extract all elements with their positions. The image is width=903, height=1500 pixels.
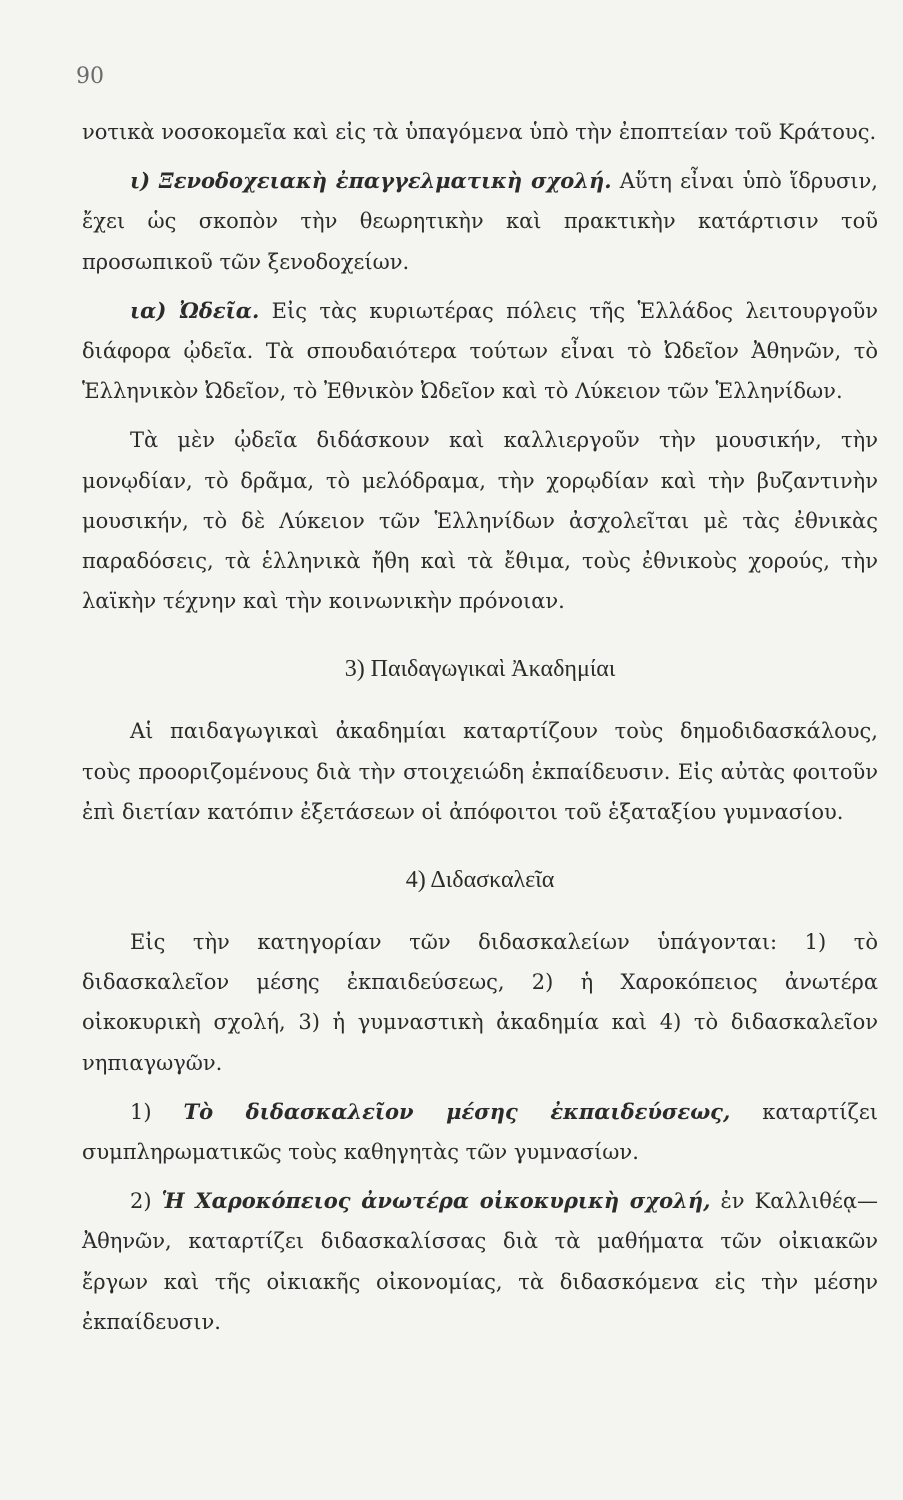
paragraph-text: ἐν Καλλιθέᾳ—Ἀθηνῶν, καταρτίζει διδασκαλίσσας διὰ τὰ μαθήματα τῶν οἰκιακῶν ἔργων καὶ τῆς οἰκιακῆς οἰκονομίας, τὰ διδασκόμενα εἰς τὴν μέσην ἐκπαίδευσιν. [82,1189,879,1334]
heading-pedagogical-academies: 3) Παιδαγωγικαὶ Ἀκαδημίαι [344,656,616,683]
heading-teacher-colleges: 4) Διδασκαλεῖα [405,867,555,894]
paragraph-charokopeios-school [82,1181,878,1342]
paragraph-conservatories-detail: Τὰ μὲν ᾠδεῖα διδάσκουν καὶ καλλιεργοῦν τὴν μουσικήν, τὴν μονῳδίαν, τὸ δρᾶμα, τὸ μελόδραμα, τὴν χορῳδίαν καὶ τὴν βυζαντινὴν μουσικήν, τὸ δὲ Λύκειον τῶν Ἑλληνίδων ἀσχολεῖται μὲ τὰς ἐθνικὰς παραδόσεις, τὰ ἑλληνικὰ ἤθη καὶ τὰ ἔθιμα, τοὺς ἐθνικοὺς χορούς, τὴν λαϊκὴν τέχνην καὶ τὴν κοινωνικὴν πρόνοιαν. [82,428,878,614]
paragraph-teacher-colleges: Εἰς τὴν κατηγορίαν τῶν διδασκαλείων ὑπάγονται: 1) τὸ διδασκαλεῖον μέσης ἐκπαιδεύσεως, 2) ἡ Χαροκόπειος ἀνωτέρα οἰκοκυρικὴ σχολή, 3) ἡ γυμναστικὴ ἀκαδημία καὶ 4) τὸ διδασκαλεῖον νηπιαγωγῶν. [82,930,878,1075]
section-lead-conservatories: ια) Ὠδεῖα. [130,297,260,323]
page-number: 90 [76,64,104,89]
paragraph-text: Εἰς τὰς κυριωτέρας πόλεις τῆς Ἑλλάδος λειτουργοῦν διάφορα ᾠδεῖα. Τὰ σπουδαιότερα τούτων εἶναι τὸ Ὠδεῖον Ἀθηνῶν, τὸ Ἑλληνικὸν Ὠδεῖον, τὸ Ἐθνικὸν Ὠδεῖον καὶ τὸ Λύκειον τῶν Ἑλληνίδων. [82,298,878,404]
section-lead-secondary-teacher-college: Τὸ διδασκαλεῖον μέσης ἐκπαιδεύσεως, [183,1098,731,1124]
paragraph-hotel-school [82,161,878,282]
paragraph-secondary-teacher-college [82,1092,878,1172]
item-number: 1) [130,1099,184,1124]
paragraph-conservatories [82,291,878,412]
page-body [82,112,878,1342]
section-lead-hotel-school: ι) Ξενοδοχειακὴ ἐπαγγελματικὴ σχολή. [130,168,612,194]
paragraph-hospitals-continued: νοτικὰ νοσοκομεῖα καὶ εἰς τὰ ὑπαγόμενα ὑπὸ τὴν ἐποπτείαν τοῦ Κράτους. [82,120,877,144]
paragraph-text: Αὕτη εἶναι ὑπὸ ἵδρυσιν, ἔχει ὡς σκοπὸν τὴν θεωρητικὴν καὶ πρακτικὴν κατάρτισιν τοῦ προσωπικοῦ τῶν ξενοδοχείων. [82,169,878,274]
item-number: 2) [130,1189,162,1214]
paragraph-pedagogical-academies: Αἱ παιδαγωγικαὶ ἀκαδημίαι καταρτίζουν τοὺς δημοδιδασκάλους, τοὺς προοριζομένους διὰ τὴν στοιχειώδη ἐκπαίδευσιν. Εἰς αὐτὰς φοιτοῦν ἐπὶ διετίαν κατόπιν ἐξετάσεων οἱ ἀπόφοιτοι τοῦ ἑξαταξίου γυμνασίου. [82,719,878,824]
section-lead-charokopeios-school: Ἡ Χαροκόπειος ἀνωτέρα οἰκοκυρικὴ σχολή, [161,1188,711,1214]
paragraph-text: καταρτίζει συμπληρωματικῶς τοὺς καθηγητὰς τῶν γυμνασίων. [82,1099,878,1165]
